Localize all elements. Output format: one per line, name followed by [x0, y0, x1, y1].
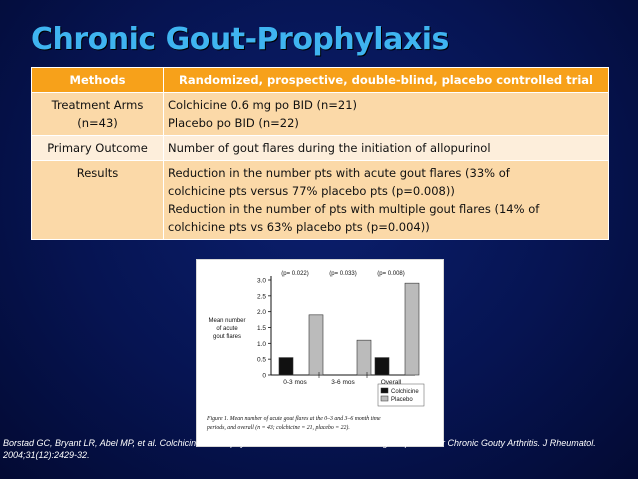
y-tick-label: 1.0 — [256, 340, 266, 348]
legend-swatch-placebo — [381, 396, 388, 401]
bar-placebo — [357, 340, 371, 375]
citation-line: 2004;31(12):2429-32. — [3, 450, 90, 460]
study-table — [31, 67, 609, 240]
row-value-treatment-arms — [164, 93, 609, 136]
row-value-line: colchicine pts vs 63% placebo pts (p=0.004)) — [168, 220, 430, 234]
table-row-treatment-arms — [32, 93, 609, 136]
table-row-results — [32, 161, 609, 240]
figure-caption: periods, and overall (n = 43; colchicine = 21, placebo = 22). — [207, 425, 350, 431]
p-value-label: (p= 0.033) — [329, 271, 357, 277]
row-label-primary-outcome: Primary Outcome — [32, 136, 164, 161]
p-value-label: (p= 0.008) — [377, 271, 405, 277]
y-tick-label: 0.5 — [256, 356, 266, 364]
row-label-line: (n=43) — [77, 116, 118, 130]
table-row-primary-outcome — [32, 136, 609, 161]
row-value-line: Reduction in the number pts with acute gout flares (33% of — [168, 166, 510, 180]
y-axis-label: of acute — [216, 326, 238, 332]
y-tick-label: 3.0 — [256, 277, 266, 285]
row-label-results: Results — [32, 161, 164, 240]
row-value-methods: Randomized, prospective, double-blind, placebo controlled trial — [164, 68, 609, 93]
bar-colchicine — [375, 358, 389, 375]
x-tick-label: Overall — [380, 379, 402, 386]
bar-placebo — [405, 283, 419, 375]
figure-caption: Figure 1. Mean number of acute gout flares at the 0–3 and 3–6 month time — [207, 416, 381, 422]
y-tick-label: 2.5 — [256, 293, 266, 301]
y-axis-label: gout flares — [212, 334, 242, 340]
citation-line: Borstad GC, Bryant LR, Abel MP, et al. Colchicine for Prophylaxis of Acute Flares When Initiating Allopurinol for Chronic Gouty Arthritis. J Rheumatol. — [3, 438, 596, 448]
legend-swatch-colchicine — [381, 388, 388, 393]
table-row-methods — [32, 68, 609, 93]
citation — [3, 437, 633, 461]
row-label-line: Treatment Arms — [51, 98, 144, 112]
row-value-line: Reduction in the number of pts with multiple gout flares (14% of — [168, 202, 540, 216]
p-value-label: (p= 0.022) — [281, 271, 309, 277]
row-value-results — [164, 161, 609, 240]
x-tick-label: 3-6 mos — [331, 379, 355, 386]
bar-placebo — [309, 315, 323, 375]
legend-label: Colchicine — [391, 389, 419, 395]
row-value-line: Colchicine 0.6 mg po BID (n=21) — [168, 98, 358, 112]
bar-colchicine — [279, 358, 293, 375]
row-value-primary-outcome: Number of gout flares during the initiation of allopurinol — [164, 136, 609, 161]
row-label-treatment-arms — [32, 93, 164, 136]
row-value-line: colchicine pts versus 77% placebo pts (p=0.008)) — [168, 184, 455, 198]
slide-title: Chronic Gout-Prophylaxis — [31, 22, 449, 57]
x-tick-label: 0-3 mos — [283, 379, 307, 386]
y-tick-label: 0 — [262, 372, 266, 380]
row-value-line: Placebo po BID (n=22) — [168, 116, 299, 130]
y-tick-label: 1.5 — [256, 325, 266, 332]
figure-panel — [196, 259, 444, 447]
bar-chart — [197, 260, 443, 446]
row-label-methods: Methods — [32, 68, 164, 93]
y-axis-label: Mean number — [208, 318, 246, 324]
y-tick-label: 2.0 — [256, 309, 266, 317]
legend-label: Placebo — [391, 397, 413, 403]
